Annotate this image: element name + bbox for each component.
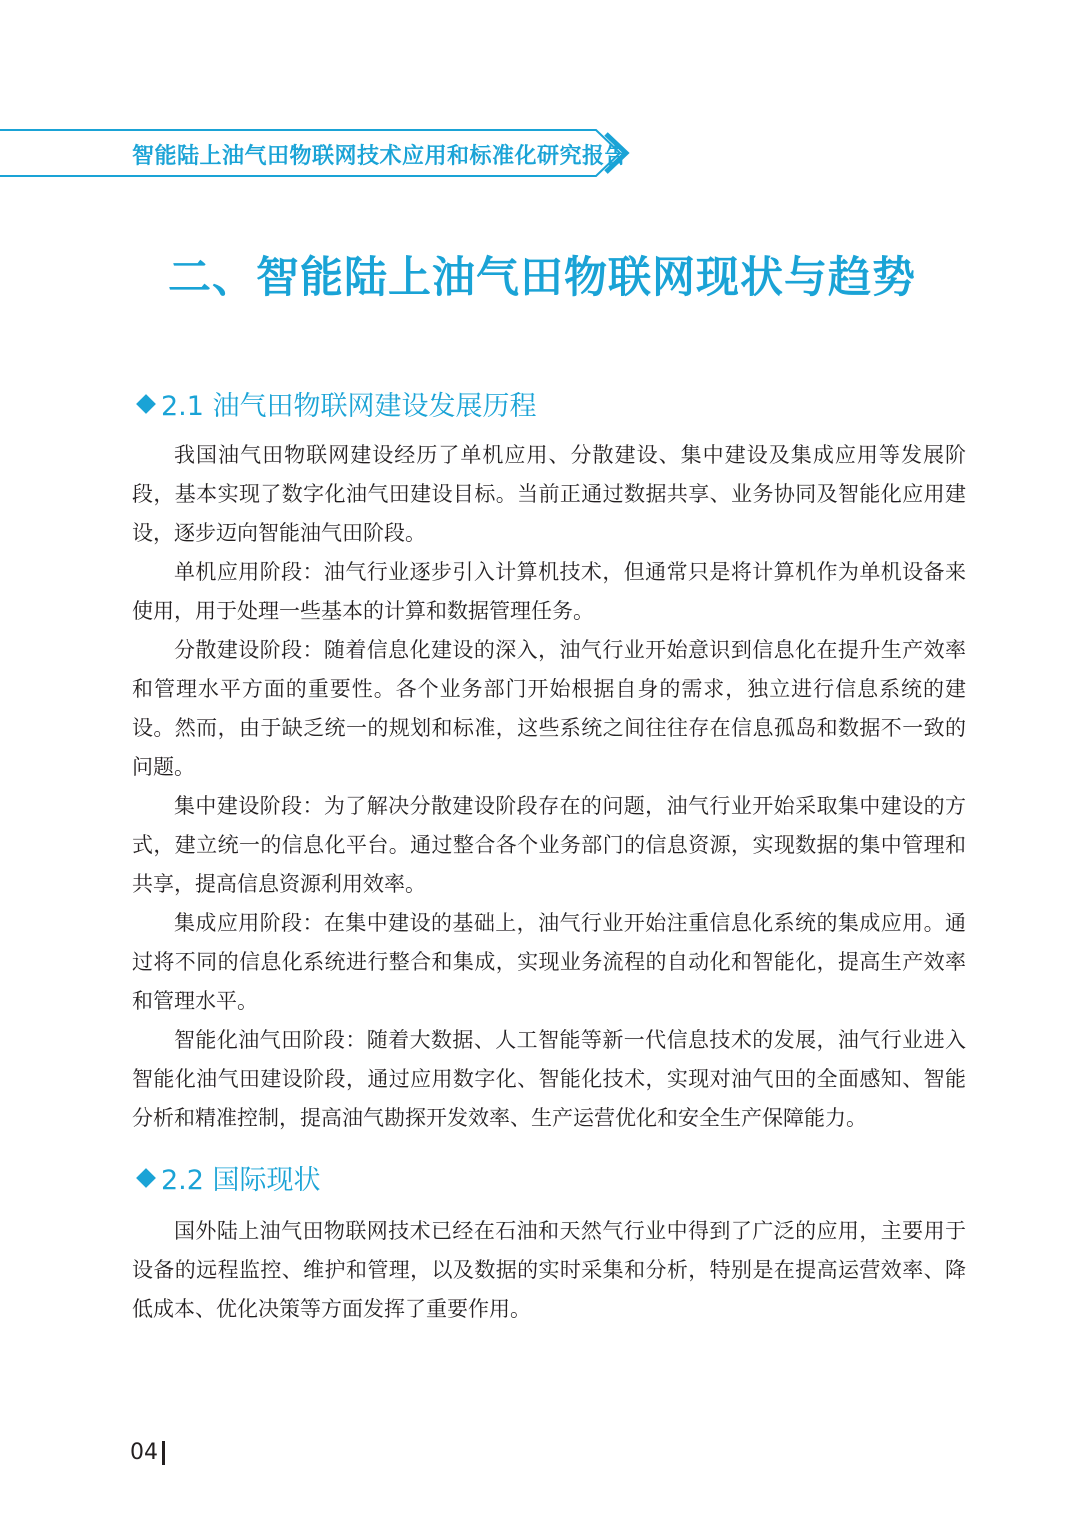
section-heading-2-1 — [133, 384, 537, 423]
paragraph: 智能化油气田阶段：随着大数据、人工智能等新一代信息技术的发展，油气行业进入智能化油气田建设阶段，通过应用数字化、智能化技术，实现对油气田的全面感知、智能分析和精准控制，提高油气勘探开发效率、生产运营优化和安全生产保障能力。 — [132, 1028, 966, 1130]
paragraph: 集成应用阶段：在集中建设的基础上，油气行业开始注重信息化系统的集成应用。通过将不同的信息化系统进行整合和集成，实现业务流程的自动化和智能化，提高生产效率和管理水平。 — [132, 911, 966, 1013]
diamond-bullet-icon — [136, 394, 156, 414]
chapter-title: 二、智能陆上油气田物联网现状与趋势 — [168, 253, 916, 303]
page-number-text: 04 — [130, 1440, 158, 1465]
paragraph: 我国油气田物联网建设经历了单机应用、分散建设、集中建设及集成应用等发展阶段，基本实现了数字化油气田建设目标。当前正通过数据共享、业务协同及智能化应用建设，逐步迈向智能油气田阶段。 — [132, 443, 966, 545]
section-heading-text: 2.1 油气田物联网建设发展历程 — [161, 391, 537, 422]
section-2-2-body — [132, 1212, 966, 1329]
header-title: 智能陆上油气田物联网技术应用和标准化研究报告 — [132, 143, 628, 169]
paragraph: 分散建设阶段：随着信息化建设的深入，油气行业开始意识到信息化在提升生产效率和管理水平方面的重要性。各个业务部门开始根据自身的需求，独立进行信息系统的建设。然而，由于缺乏统一的规划和标准，这些系统之间往往存在信息孤岛和数据不一致的问题。 — [132, 638, 966, 779]
diamond-bullet-icon — [136, 1168, 156, 1188]
paragraph: 单机应用阶段：油气行业逐步引入计算机技术，但通常只是将计算机作为单机设备来使用，用于处理一些基本的计算和数据管理任务。 — [132, 560, 966, 623]
page-number — [130, 1440, 165, 1465]
section-2-1-body — [132, 436, 966, 1138]
paragraph: 国外陆上油气田物联网技术已经在石油和天然气行业中得到了广泛的应用，主要用于设备的远程监控、维护和管理，以及数据的实时采集和分析，特别是在提高运营效率、降低成本、优化决策等方面发挥了重要作用。 — [132, 1219, 966, 1321]
section-heading-text: 2.2 国际现状 — [161, 1165, 321, 1196]
page-number-bar — [162, 1441, 165, 1465]
section-heading-2-2 — [133, 1158, 321, 1197]
paragraph: 集中建设阶段：为了解决分散建设阶段存在的问题，油气行业开始采取集中建设的方式，建立统一的信息化平台。通过整合各个业务部门的信息资源，实现数据的集中管理和共享，提高信息资源利用效率。 — [132, 794, 966, 896]
